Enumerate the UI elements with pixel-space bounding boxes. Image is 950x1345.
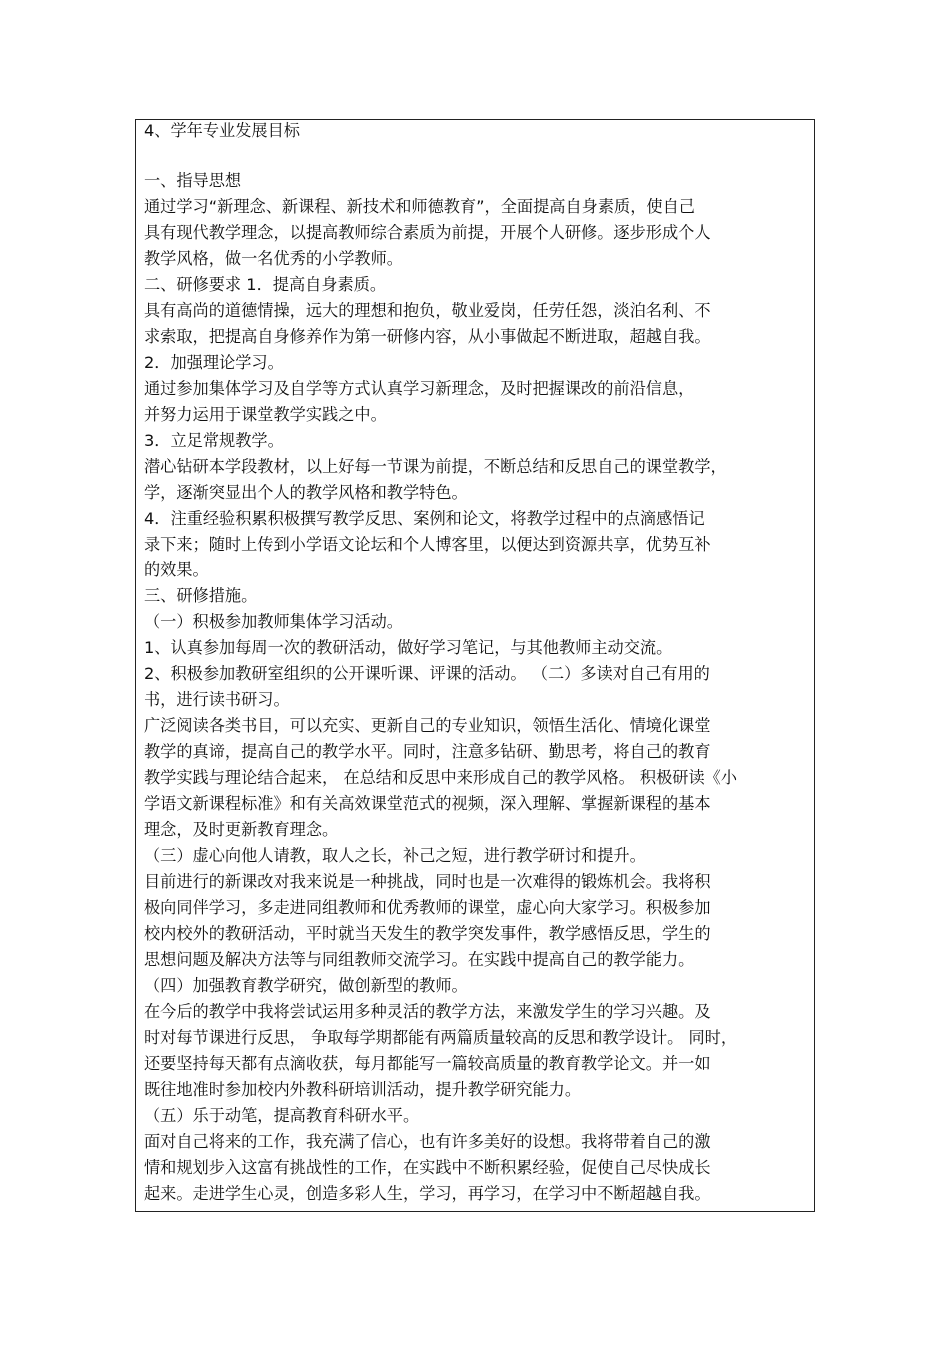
text-line: 在今后的教学中我将尝试运用多种灵活的教学方法，来激发学生的学习兴趣。及 <box>144 1002 711 1021</box>
text-line: 2．加强理论学习。 <box>144 353 284 372</box>
text-line: 并努力运用于课堂教学实践之中。 <box>144 405 387 424</box>
text-line: 2、积极参加教研室组织的公开课听课、评课的活动。 （二）多读对自己有用的 <box>144 664 710 683</box>
text-line: 广泛阅读各类书目，可以充实、更新自己的专业知识，领悟生活化、情境化课堂 <box>144 716 711 735</box>
text-line: 3．立足常规教学。 <box>144 431 284 450</box>
text-line: 二、研修要求 1．提高自身素质。 <box>144 275 387 294</box>
text-line: 1、认真参加每周一次的教研活动，做好学习笔记，与其他教师主动交流。 <box>144 638 673 657</box>
text-line: 目前进行的新课改对我来说是一种挑战，同时也是一次难得的锻炼机会。我将积 <box>144 872 711 891</box>
text-line: 极向同伴学习，多走进同组教师和优秀教师的课堂，虚心向大家学习。积极参加 <box>144 898 711 917</box>
text-line: 既往地准时参加校内外教科研培训活动，提升教学研究能力。 <box>144 1080 582 1099</box>
text-line: 求索取，把提高自身修养作为第一研修内容，从小事做起不断进取，超越自我。 <box>144 327 711 346</box>
text-line: （三）虚心向他人请教，取人之长，补己之短，进行教学研讨和提升。 <box>144 846 646 865</box>
text-line: 思想问题及解决方法等与同组教师交流学习。在实践中提高自己的教学能力。 <box>144 950 695 969</box>
text-line: 书，进行读书研习。 <box>144 690 290 709</box>
text-line: （五）乐于动笔，提高教育科研水平。 <box>144 1106 420 1125</box>
text-line: 还要坚持每天都有点滴收获，每月都能写一篇较高质量的教育教学论文。并一如 <box>144 1054 711 1073</box>
text-line: 学语文新课程标准》和有关高效课堂范式的视频，深入理解、掌握新课程的基本 <box>144 794 711 813</box>
text-line: 教学的真谛，提高自己的教学水平。同时，注意多钻研、勤思考，将自己的教育 <box>144 742 711 761</box>
text-line: 具有高尚的道德情操，远大的理想和抱负，敬业爱岗，任劳任怨，淡泊名利、不 <box>144 301 711 320</box>
text-line: 情和规划步入这富有挑战性的工作，在实践中不断积累经验，促使自己尽快成长 <box>144 1158 711 1177</box>
text-line: 学，逐渐突显出个人的教学风格和教学特色。 <box>144 483 468 502</box>
text-line: 校内校外的教研活动，平时就当天发生的教学突发事件，教学感悟反思，学生的 <box>144 924 711 943</box>
text-line: 起来。走进学生心灵，创造多彩人生，学习，再学习，在学习中不断超越自我。 <box>144 1184 711 1203</box>
text-line: 通过参加集体学习及自学等方式认真学习新理念，及时把握课改的前沿信息， <box>144 379 695 398</box>
text-line: 4、学年专业发展目标 <box>144 121 300 140</box>
text-line: 三、研修措施。 <box>144 586 258 605</box>
text-line: 教学实践与理论结合起来， 在总结和反思中来形成自己的教学风格。 积极研读《小 <box>144 768 738 787</box>
text-line: 4．注重经验积累积极撰写教学反思、案例和论文，将教学过程中的点滴感悟记 <box>144 509 705 528</box>
text-line: 通过学习“新理念、新课程、新技术和师德教育”，全面提高自身素质，使自己 <box>144 197 695 216</box>
text-line: （一）积极参加教师集体学习活动。 <box>144 612 403 631</box>
text-line: 潜心钻研本学段教材，以上好每一节课为前提，不断总结和反思自己的课堂教学， <box>144 457 727 476</box>
text-line: 录下来；随时上传到小学语文论坛和个人博客里，以便达到资源共享，优势互补 <box>144 535 711 554</box>
text-line: （四）加强教育教学研究，做创新型的教师。 <box>144 976 468 995</box>
text-line: 时对每节课进行反思， 争取每学期都能有两篇质量较高的反思和教学设计。 同时， <box>144 1028 738 1047</box>
text-line: 面对自己将来的工作，我充满了信心，也有许多美好的设想。我将带着自己的激 <box>144 1132 711 1151</box>
text-line: 具有现代教学理念，以提高教师综合素质为前提，开展个人研修。逐步形成个人 <box>144 223 711 242</box>
text-line: 理念，及时更新教育理念。 <box>144 820 339 839</box>
text-line: 教学风格，做一名优秀的小学教师。 <box>144 249 403 268</box>
text-line: 的效果。 <box>144 560 209 579</box>
text-line: 一、指导思想 <box>144 171 242 190</box>
